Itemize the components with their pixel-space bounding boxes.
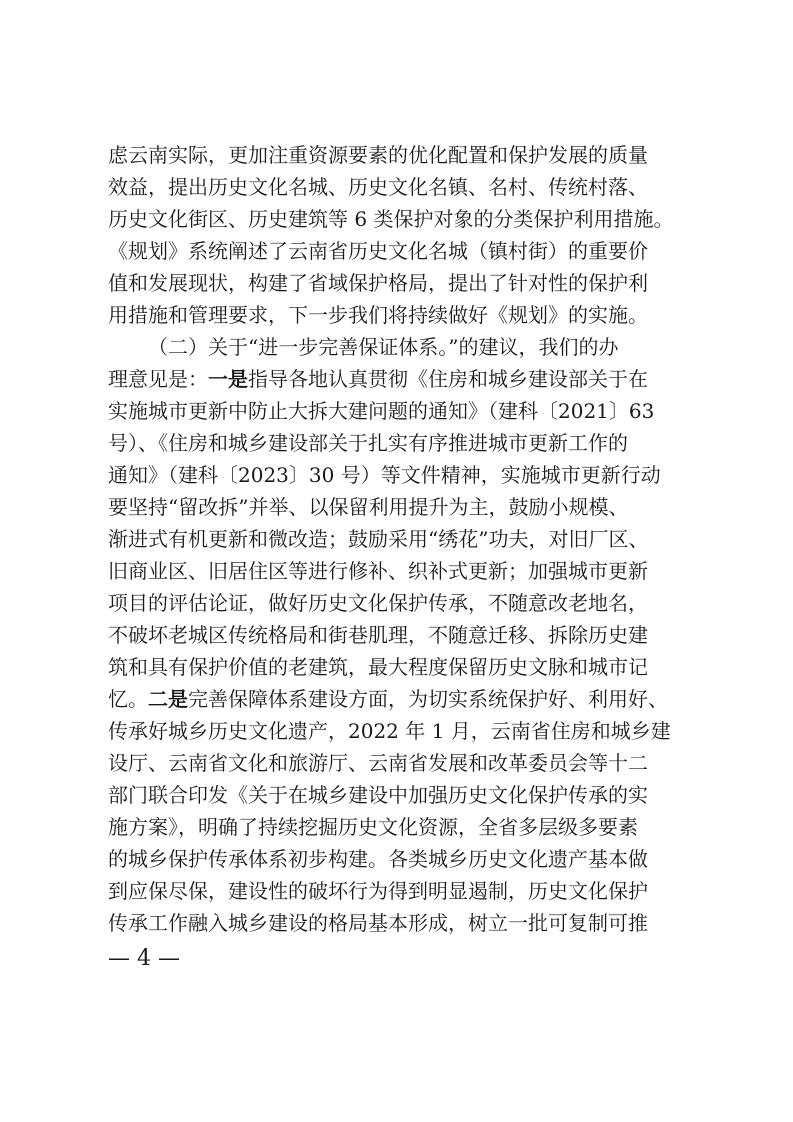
line-text: 通知》（建科〔2023〕30 号）等文件精神，实施城市更新行动 xyxy=(108,463,661,487)
line-text-group xyxy=(108,364,648,394)
line-text: 要坚持“留改拆”并举、以保留利用提升为主，鼓励小规模、 xyxy=(108,495,629,519)
line-text: 完善保障体系建设方面，为切实系统保护好、利用好、 xyxy=(188,687,668,711)
paragraph-line xyxy=(0,748,793,778)
line-text: 不破坏老城区传统格局和街巷肌理，不随意迁移、拆除历史建 xyxy=(108,623,648,647)
line-text: 实施城市更新中防止大拆大建问题的通知》（建科〔2021〕63 xyxy=(108,399,655,423)
line-text: （二）关于“进一步完善保证体系。”的建议，我们的办 xyxy=(148,335,619,359)
paragraph-line xyxy=(0,684,793,714)
line-text: 筑和具有保护价值的老建筑，最大程度保留历史文脉和城市记 xyxy=(108,655,648,679)
line-text: 施方案》，明确了持续挖掘历史文化资源，全省多层级多要素 xyxy=(108,815,638,839)
paragraph-line xyxy=(0,620,793,650)
paragraph-line xyxy=(0,172,793,202)
paragraph-line xyxy=(0,460,793,490)
paragraph-line xyxy=(0,780,793,810)
paragraph-line xyxy=(0,588,793,618)
line-text: 用措施和管理要求，下一步我们将持续做好《规划》的实施。 xyxy=(108,303,648,327)
paragraph-line xyxy=(0,300,793,330)
paragraph-line xyxy=(0,908,793,938)
paragraph-line xyxy=(0,268,793,298)
paragraph-line xyxy=(0,332,793,362)
line-text: 效益，提出历史文化名城、历史文化名镇、名村、传统村落、 xyxy=(108,175,648,199)
line-text: 值和发展现状，构建了省域保护格局，提出了针对性的保护利 xyxy=(108,271,648,295)
paragraph-line xyxy=(0,716,793,746)
line-text: 渐进式有机更新和微改造；鼓励采用“绣花”功夫，对旧厂区、 xyxy=(108,527,649,551)
page-number: — 4 — xyxy=(108,946,180,971)
paragraph-line xyxy=(0,204,793,234)
paragraph-line xyxy=(0,876,793,906)
line-text: 传承工作融入城乡建设的格局基本形成，树立一批可复制可推 xyxy=(108,911,648,935)
line-text: 旧商业区、旧居住区等进行修补、织补式更新；加强城市更新 xyxy=(108,559,648,583)
paragraph-line xyxy=(0,652,793,682)
paragraph-line xyxy=(0,236,793,266)
line-text: 设厅、云南省文化和旅游厅、云南省发展和改革委员会等十二 xyxy=(108,751,648,775)
line-text-group xyxy=(108,684,668,714)
line-text: 传承好城乡历史文化遗产，2022 年 1 月，云南省住房和城乡建 xyxy=(108,719,671,743)
line-text: 的城乡保护传承体系初步构建。各类城乡历史文化遗产基本做 xyxy=(108,847,648,871)
line-text: 指导各地认真贯彻《住房和城乡建设部关于在 xyxy=(248,367,648,391)
line-text: 《规划》系统阐述了云南省历史文化名城（镇村街）的重要价 xyxy=(108,239,648,263)
paragraph-line xyxy=(0,844,793,874)
paragraph-line xyxy=(0,812,793,842)
line-text: 忆。 xyxy=(108,687,148,711)
emphasis-text: 一是 xyxy=(208,367,248,391)
paragraph-line xyxy=(0,364,793,394)
paragraph-line xyxy=(0,492,793,522)
paragraph-line xyxy=(0,556,793,586)
line-text: 到应保尽保，建设性的破坏行为得到明显遏制，历史文化保护 xyxy=(108,879,648,903)
paragraph-line xyxy=(0,428,793,458)
line-text: 虑云南实际，更加注重资源要素的优化配置和保护发展的质量 xyxy=(108,143,648,167)
line-text: 号）、《住房和城乡建设部关于扎实有序推进城市更新工作的 xyxy=(108,431,628,455)
line-text: 项目的评估论证，做好历史文化保护传承，不随意改老地名， xyxy=(108,591,648,615)
line-text: 部门联合印发《关于在城乡建设中加强历史文化保护传承的实 xyxy=(108,783,648,807)
line-text: 历史文化街区、历史建筑等 6 类保护对象的分类保护利用措施。 xyxy=(108,207,674,231)
paragraph-line xyxy=(0,396,793,426)
paragraph-line xyxy=(0,524,793,554)
paragraph-line xyxy=(0,140,793,170)
line-text: 理意见是： xyxy=(108,367,208,391)
emphasis-text: 二是 xyxy=(148,687,188,711)
